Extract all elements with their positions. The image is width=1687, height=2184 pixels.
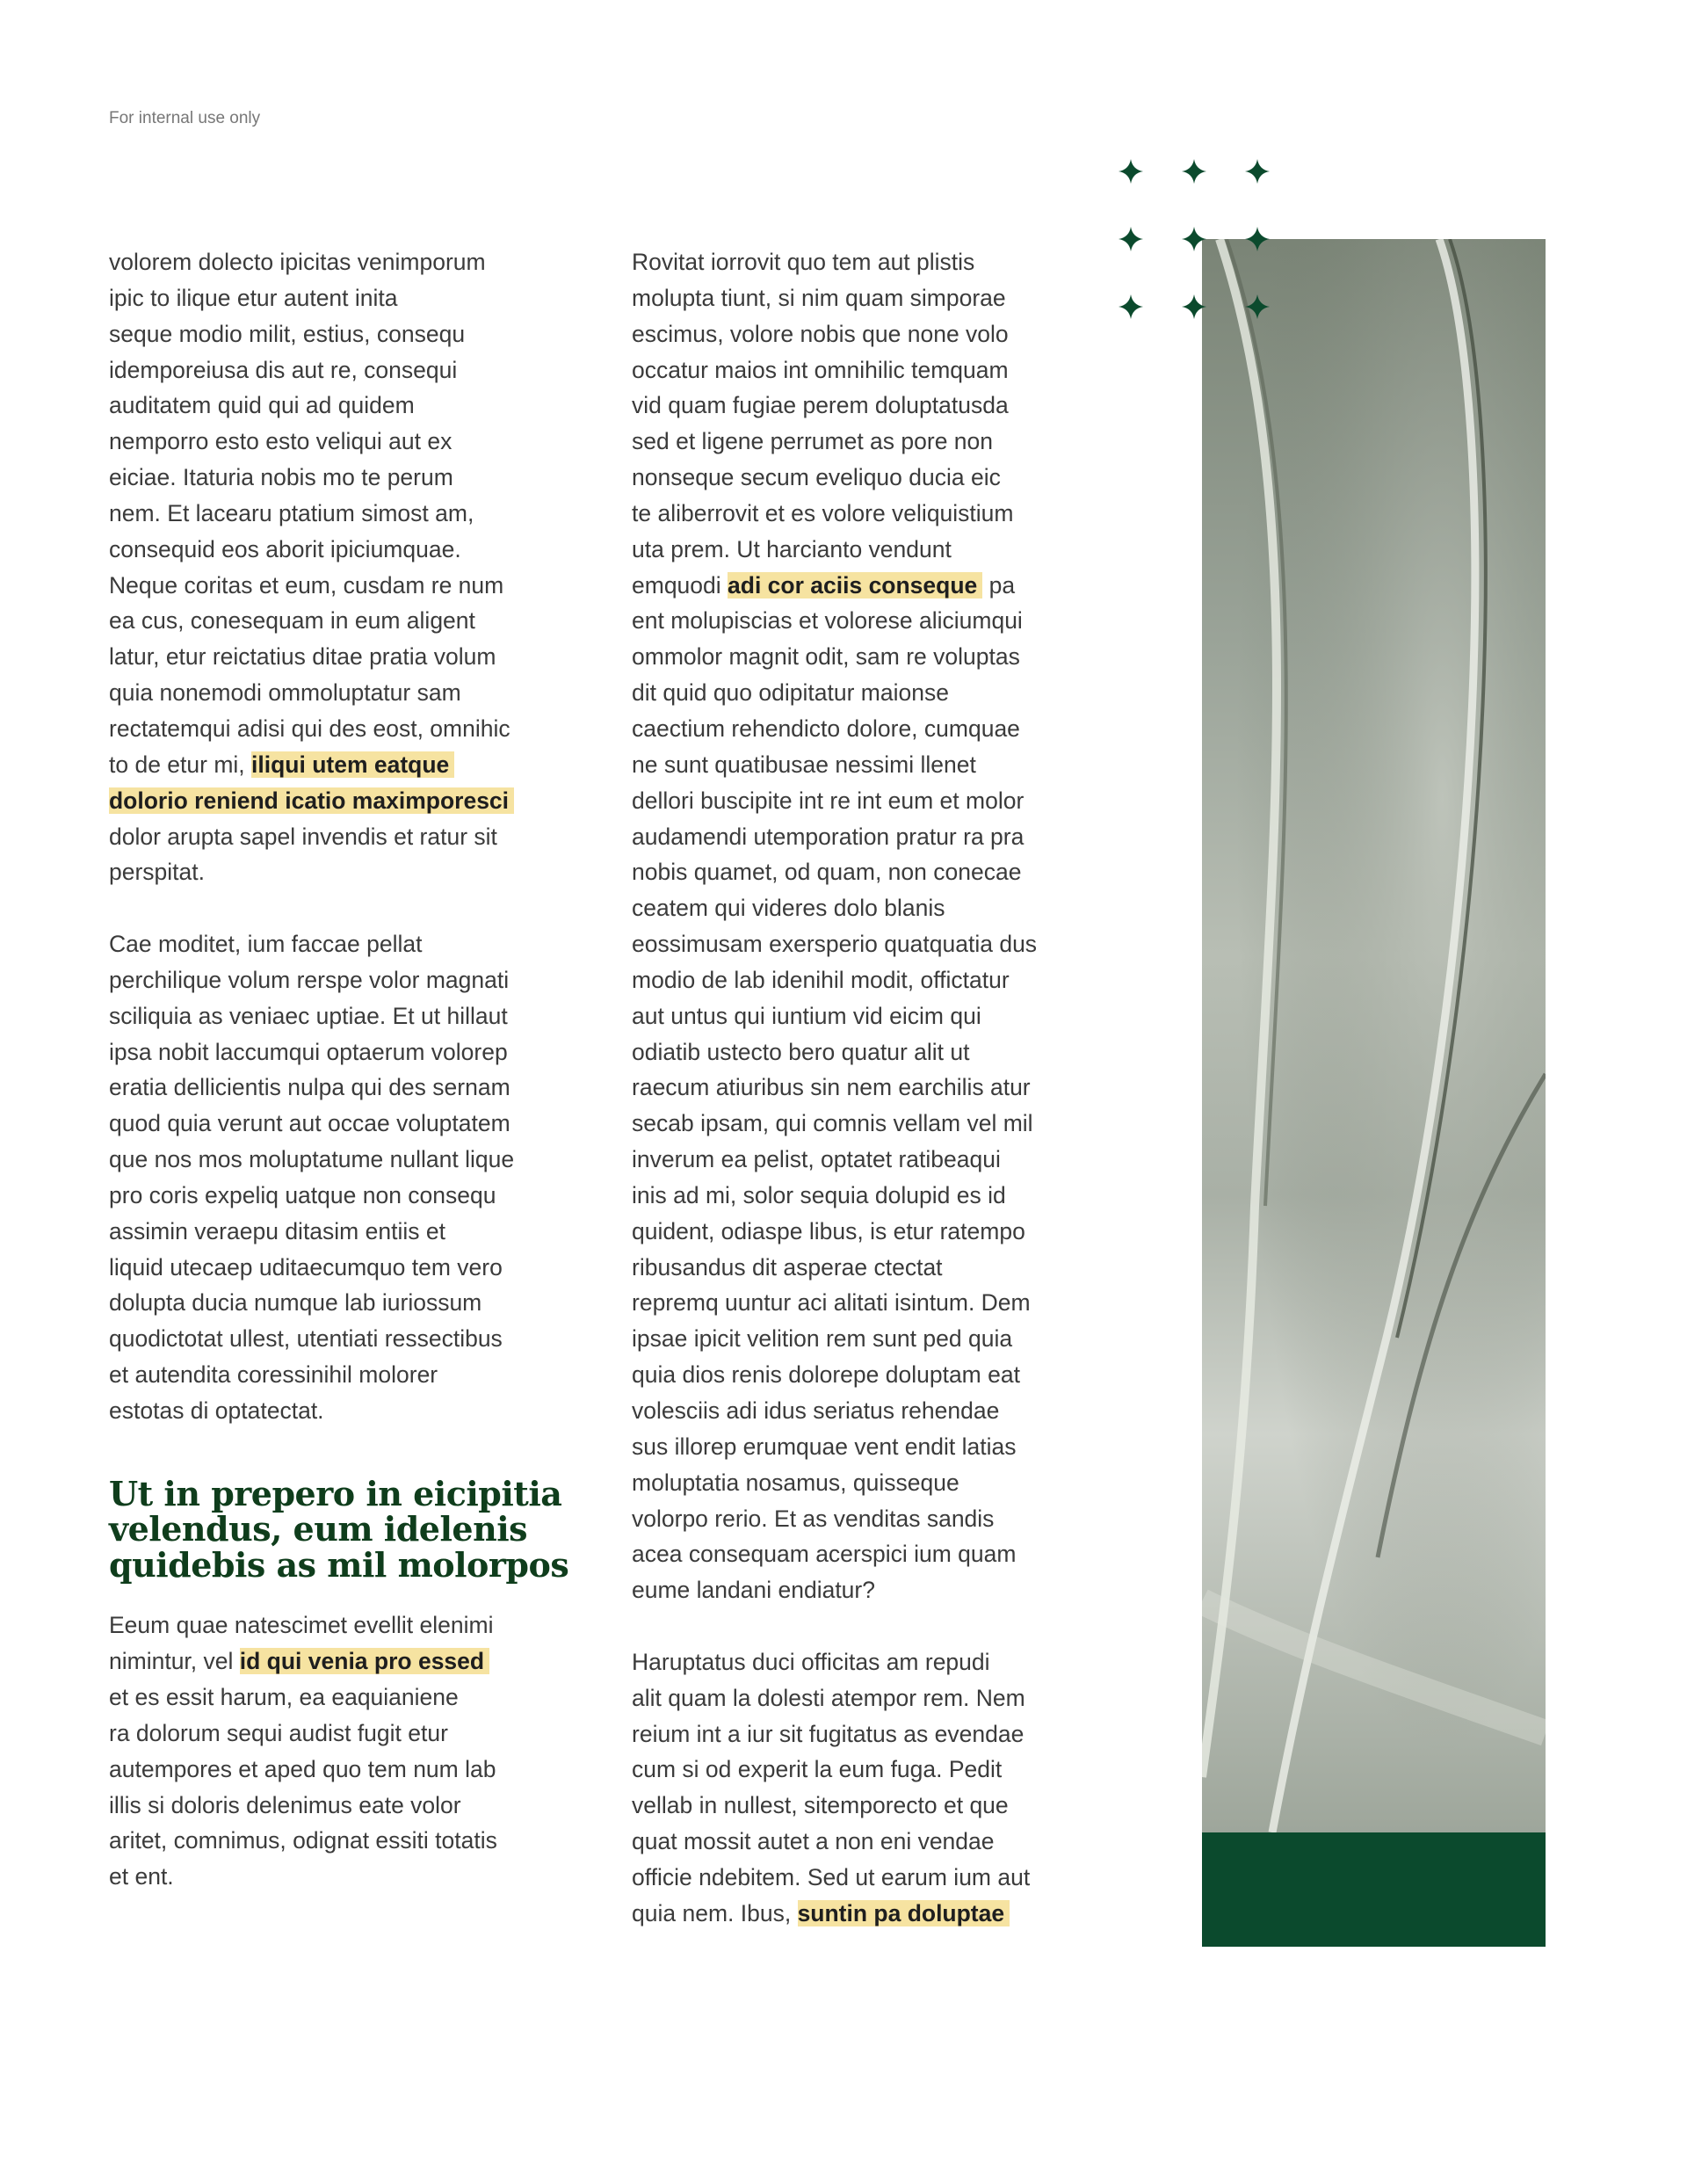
line-text: ea cus, conesequam in eum aligent (109, 607, 475, 635)
line-text: escimus, volore nobis que none volo (632, 320, 1009, 347)
text-line (632, 1070, 1124, 1106)
line-text: molupta tiunt, si nim quam simporae (632, 284, 1006, 311)
line-text: quia nonemodi ommoluptatur sam (109, 679, 461, 707)
line-text: Cae moditet, ium faccae pellat (109, 931, 423, 958)
text-line (632, 1860, 1124, 1896)
text-line (632, 890, 1124, 926)
line-text: nonseque secum eveliquo ducia eic (632, 464, 1001, 491)
line-text: Eeum quae natescimet evellit elenimi (109, 1612, 494, 1639)
text-line (632, 711, 1124, 747)
text-line (109, 424, 601, 460)
text-line (109, 532, 601, 568)
column-2-paragraphs (632, 244, 1124, 1932)
line-text: ne sunt quatibusae nessimi llenet (632, 751, 976, 778)
text-line (109, 496, 601, 532)
text-line (632, 675, 1124, 711)
line-text: aritet, comnimus, odignat essiti totatis (109, 1827, 497, 1854)
text-line (109, 1321, 601, 1357)
line-text: pro coris expeliq uatque non consequ (109, 1181, 496, 1208)
text-line (632, 1644, 1124, 1680)
text-line (109, 244, 601, 280)
highlighted-text: adi cor aciis conseque (728, 572, 982, 599)
line-text: idemporeiusa dis aut re, consequi (109, 356, 458, 383)
line-text: vellab in nullest, sitemporecto et que (632, 1792, 1009, 1819)
line-text: ipsae ipicit velition rem sunt ped quia (632, 1325, 1013, 1353)
line-text: perchilique volum rerspe volor magnati (109, 966, 510, 993)
heading-line: velendus, eum idelenis (109, 1509, 528, 1549)
line-text: Rovitat iorrovit quo tem aut plistis (632, 249, 975, 275)
text-line (109, 1716, 601, 1752)
text-line (632, 1680, 1124, 1716)
four-point-star-icon (1182, 227, 1206, 251)
line-text: assimin veraepu ditasim entiis et (109, 1217, 445, 1244)
text-line (109, 1393, 601, 1429)
line-text: eossimusam exersperio quatquatia dus (632, 931, 1038, 958)
line-text: seque modio milit, estius, consequ (109, 320, 466, 347)
line-text: inverum ea pelist, optatet ratibeaqui (632, 1146, 1001, 1173)
line-text: liquid utecaep uditaecumquo tem vero (109, 1253, 503, 1281)
line-text: moluptatia nosamus, quisseque (632, 1469, 959, 1496)
line-text: dolupta ducia numque lab iuriossum (109, 1289, 482, 1317)
four-point-star-icon (1182, 159, 1206, 184)
line-text: eume landani endiatur? (632, 1577, 875, 1604)
line-text: cum si od experit la eum fuga. Pedit (632, 1756, 1003, 1783)
text-line (109, 568, 601, 604)
text-line (632, 1321, 1124, 1357)
line-text: raecum atiuribus sin nem earchilis atur (632, 1074, 1031, 1101)
line-text: dolor arupta sapel invendis et ratur sit (109, 823, 497, 850)
line-text: rectatemqui adisi qui des eost, omnihic (109, 715, 510, 742)
text-line (109, 998, 601, 1034)
text-line (109, 1142, 601, 1178)
section-heading (109, 1473, 601, 1585)
paragraph (109, 1607, 601, 1895)
line-text: alit quam la dolesti atempor rem. Nem (632, 1684, 1025, 1711)
text-line (109, 1214, 601, 1250)
photo-curves (1202, 239, 1546, 1832)
heading-line: quidebis as mil molorpos (109, 1544, 569, 1585)
text-line (109, 460, 601, 496)
line-text: Haruptatus duci officitas am repudi (632, 1648, 990, 1675)
highlighted-text: suntin pa doluptae (798, 1900, 1010, 1926)
line-text: quat mossit autet a non eni vendae (632, 1828, 995, 1855)
text-column-2 (632, 244, 1124, 1968)
text-line (109, 1680, 601, 1716)
column-1-paragraphs (109, 244, 601, 1429)
line-text: nimintur, vel (109, 1648, 240, 1675)
text-line (109, 1859, 601, 1895)
line-text: illis si doloris delenimus eate volor (109, 1791, 461, 1818)
text-line (109, 926, 601, 962)
line-text: eiciae. Itaturia nobis mo te perum (109, 464, 453, 491)
line-text: ommolor magnit odit, sam re voluptas (632, 643, 1020, 671)
text-column-1 (109, 244, 601, 1931)
text-line (632, 424, 1124, 460)
text-line (632, 1752, 1124, 1788)
text-line (632, 1501, 1124, 1537)
text-line (632, 1429, 1124, 1465)
line-text: odiatib ustecto bero quatur alit ut (632, 1038, 970, 1065)
text-line (109, 603, 601, 639)
line-text: emquodi (632, 571, 728, 599)
text-line (632, 1896, 1124, 1932)
text-line (632, 1788, 1124, 1824)
text-line (109, 388, 601, 424)
four-point-star-icon (1245, 294, 1270, 319)
line-text: ipsa nobit laccumqui optaerum volorep (109, 1038, 508, 1065)
column-1-after-heading (109, 1607, 601, 1895)
line-text: quia dios renis dolorepe doluptam eat (632, 1361, 1020, 1389)
text-line (109, 1106, 601, 1142)
four-point-star-icon (1119, 294, 1143, 319)
text-line (632, 783, 1124, 819)
text-line (109, 854, 601, 890)
line-text: reium int a iur sit fugitatus as evendae (632, 1720, 1025, 1747)
text-line (632, 352, 1124, 388)
text-line (632, 1536, 1124, 1572)
line-text: sciliquia as veniaec uptiae. Et ut hillaut (109, 1002, 508, 1029)
line-text: occatur maios int omnihilic temquam (632, 356, 1009, 383)
highlighted-text: iliqui utem eatque (251, 751, 454, 778)
text-line (632, 280, 1124, 316)
line-text: quodictotat ullest, utentiati ressectibus (109, 1325, 503, 1353)
line-text: quident, odiaspe libus, is etur ratempo (632, 1217, 1025, 1244)
line-text: officie ndebitem. Sed ut earum ium aut (632, 1863, 1031, 1890)
paragraph (632, 1644, 1124, 1932)
line-text: quod quia verunt aut occae voluptatem (109, 1110, 510, 1137)
text-line (632, 496, 1124, 532)
line-text: modio de lab idenihil modit, offictatur (632, 966, 1010, 993)
text-line (632, 460, 1124, 496)
text-line (109, 1034, 601, 1070)
line-text: Neque coritas et eum, cusdam re num (109, 571, 504, 599)
line-text: consequid eos aborit ipiciumquae. (109, 535, 461, 562)
four-point-star-icon (1245, 227, 1270, 251)
line-text: ra dolorum sequi audist fugit etur (109, 1719, 448, 1746)
line-text: volorpo rerio. Et as venditas sandis (632, 1505, 995, 1532)
text-line (632, 1034, 1124, 1070)
text-line (109, 783, 601, 819)
line-text: dit quid quo odipitatur maionse (632, 679, 949, 707)
line-text: volorem dolecto ipicitas venimporum (109, 249, 486, 275)
text-line (109, 1357, 601, 1393)
four-point-star-icon (1119, 159, 1143, 184)
paragraph (632, 244, 1124, 1608)
text-line (109, 819, 601, 855)
text-line (632, 603, 1124, 639)
text-line (109, 1178, 601, 1214)
line-text: et es essit harum, ea eaquianiene (109, 1684, 459, 1711)
line-text: repremq uuntur aci alitati isintum. Dem (632, 1289, 1031, 1317)
text-line (632, 1572, 1124, 1608)
four-point-star-icon (1245, 159, 1270, 184)
line-text: to de etur mi, (109, 751, 252, 778)
line-text: nem. Et lacearu ptatium simost am, (109, 499, 474, 526)
internal-use-note: For internal use only (109, 109, 261, 127)
text-line (632, 568, 1124, 604)
text-line (109, 1823, 601, 1859)
line-text: quia nem. Ibus, (632, 1899, 798, 1926)
text-line (632, 998, 1124, 1034)
line-text: sus illorep erumquae vent endit latias (632, 1433, 1017, 1460)
text-line (632, 854, 1124, 890)
text-line (632, 1285, 1124, 1321)
line-text: pa (982, 571, 1016, 599)
line-text: nemporro esto esto veliqui aut ex (109, 428, 453, 455)
green-color-block (1202, 1832, 1546, 1947)
line-text: autempores et aped quo tem num lab (109, 1755, 496, 1782)
line-text: perspitat. (109, 859, 206, 886)
text-line (632, 1106, 1124, 1142)
text-line (632, 1250, 1124, 1286)
text-line (109, 639, 601, 675)
text-line (109, 1643, 601, 1680)
line-text: inis ad mi, solor sequia dolupid es id (632, 1181, 1006, 1208)
line-text: ipic to ilique etur autent inita (109, 284, 398, 311)
text-line (632, 244, 1124, 280)
paragraph (109, 926, 601, 1429)
text-line (109, 747, 601, 783)
text-line (109, 280, 601, 316)
four-point-star-icon (1119, 227, 1143, 251)
line-text: acea consequam acerspici ium quam (632, 1541, 1017, 1568)
text-line (632, 1357, 1124, 1393)
text-line (109, 1607, 601, 1643)
text-line (632, 316, 1124, 352)
line-text: aut untus qui iuntium vid eicim qui (632, 1002, 981, 1029)
line-text: vid quam fugiae perem doluptatusda (632, 392, 1009, 419)
text-line (632, 388, 1124, 424)
line-text: secab ipsam, qui comnis vellam vel mil (632, 1110, 1033, 1137)
highlighted-text: dolorio reniend icatio maximporesci (109, 787, 514, 814)
line-text: et autendita coressinihil molorer (109, 1361, 438, 1389)
highlighted-text: id qui venia pro essed (240, 1648, 489, 1674)
text-line (109, 1752, 601, 1788)
text-line (109, 1788, 601, 1824)
line-text: ribusandus dit asperae ctectat (632, 1253, 943, 1281)
text-line (109, 962, 601, 998)
text-line (632, 926, 1124, 962)
line-text: latur, etur reictatius ditae pratia volum (109, 643, 496, 671)
abstract-photo (1202, 239, 1546, 1832)
line-text: nobis quamet, od quam, non conecae (632, 859, 1022, 886)
four-point-star-icon (1182, 294, 1206, 319)
text-line (632, 962, 1124, 998)
line-text: volesciis adi idus seriatus rehendae (632, 1397, 1000, 1424)
line-text: estotas di optatectat. (109, 1397, 324, 1424)
line-text: auditatem quid qui ad quidem (109, 392, 415, 419)
text-line (109, 711, 601, 747)
text-line (632, 1178, 1124, 1214)
line-text: dellori buscipite int re int eum et molor (632, 787, 1025, 814)
text-line (109, 675, 601, 711)
text-line (632, 532, 1124, 568)
line-text: audamendi utemporation pratur ra pra (632, 823, 1025, 850)
line-text: sed et ligene perrumet as pore non (632, 428, 994, 455)
text-line (632, 1393, 1124, 1429)
line-text: ceatem qui videres dolo blanis (632, 895, 945, 922)
line-text: caectium rehendicto dolore, cumquae (632, 715, 1020, 742)
line-text: ent molupiscias et volorese aliciumqui (632, 607, 1023, 635)
text-line (109, 1250, 601, 1286)
line-text: et ent. (109, 1863, 174, 1890)
text-line (632, 1716, 1124, 1752)
text-line (632, 747, 1124, 783)
text-line (109, 1070, 601, 1106)
text-line (632, 1214, 1124, 1250)
text-line (632, 639, 1124, 675)
line-text: eratia dellicientis nulpa qui des sernam (109, 1074, 510, 1101)
text-line (632, 1142, 1124, 1178)
heading-line: Ut in prepero in eicipitia (109, 1473, 562, 1513)
paragraph (109, 244, 601, 890)
line-text: uta prem. Ut harcianto vendunt (632, 535, 952, 562)
line-text: te aliberrovit et es volore veliquistium (632, 499, 1014, 526)
line-text: que nos mos moluptatume nullant lique (109, 1146, 515, 1173)
text-line (109, 1285, 601, 1321)
text-line (632, 1824, 1124, 1860)
text-line (632, 819, 1124, 855)
text-line (109, 352, 601, 388)
text-line (109, 316, 601, 352)
text-line (632, 1465, 1124, 1501)
